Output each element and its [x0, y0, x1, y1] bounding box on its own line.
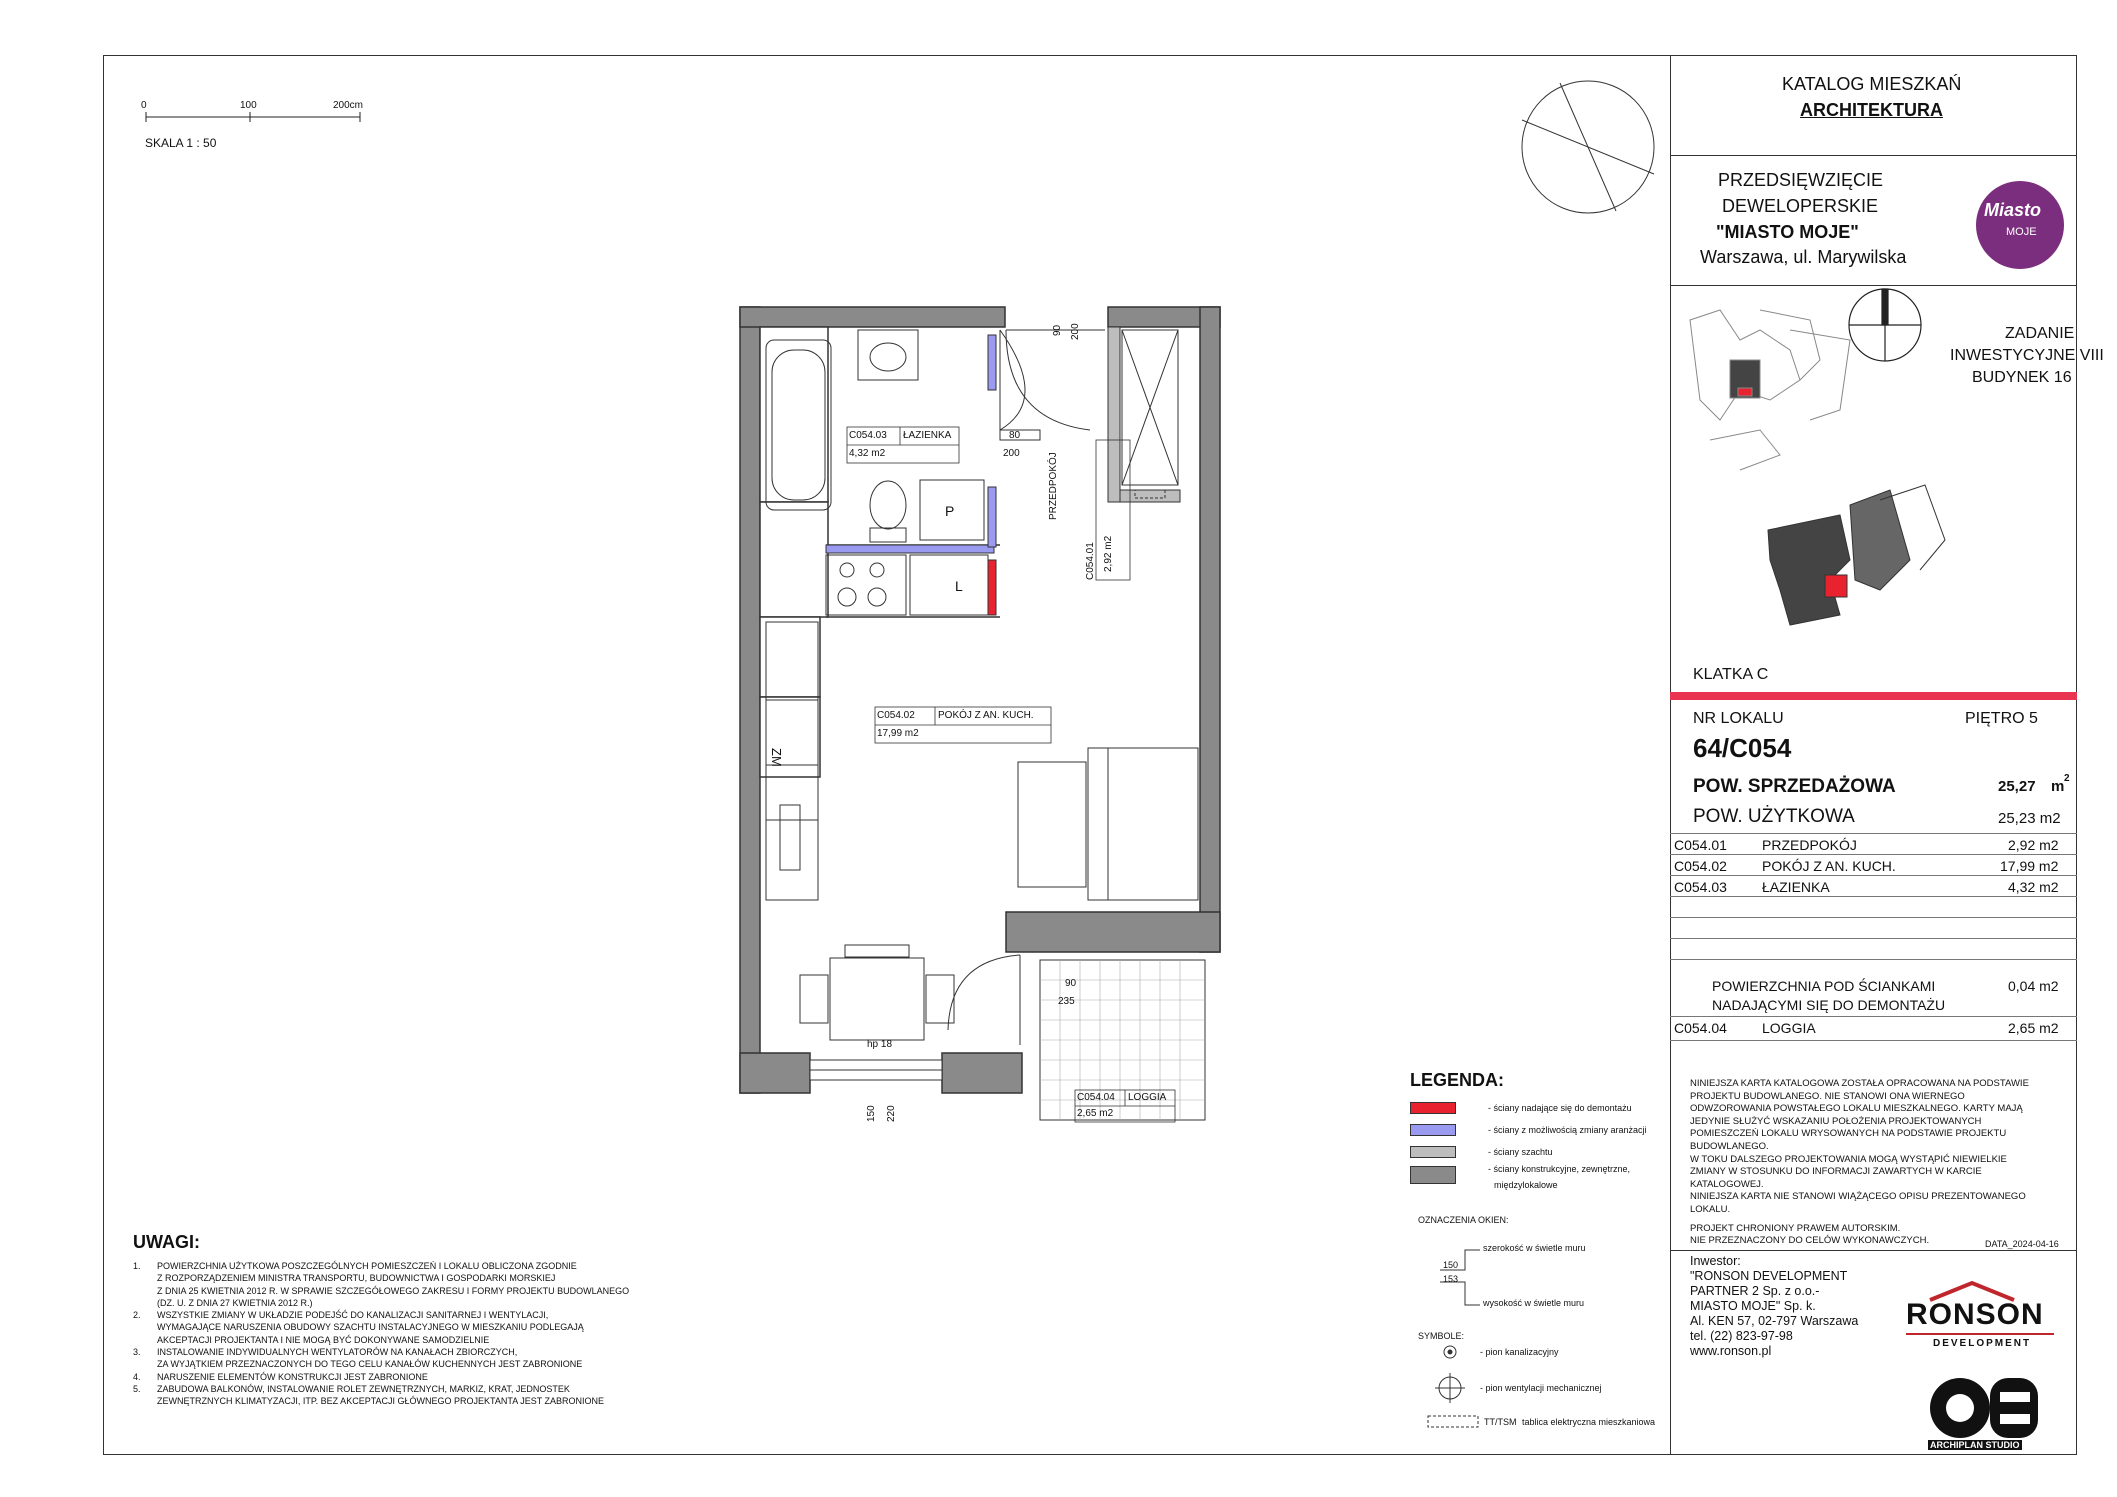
plan-bath-code: C054.03 — [849, 430, 887, 441]
note-line: Z DNIA 25 KWIETNIA 2012 R. W SPRAWIE SZCZEGÓŁOWEGO ZAKRESU I FORMY PROJEKTU BUDOWLANEGO — [157, 1285, 630, 1296]
ronson-logo-sub: DEVELOPMENT — [1933, 1338, 2032, 1349]
symbol-sewer: - pion kanalizacyjny — [1480, 1347, 1559, 1357]
investor-line: PARTNER 2 Sp. z o.o.- — [1690, 1284, 1820, 1298]
sales-area-unit: m — [2051, 778, 2065, 795]
architecture-title: ARCHITEKTURA — [1800, 100, 1943, 120]
task-line-3: BUDYNEK 16 — [1972, 369, 2072, 386]
loggia-area: 2,65 m2 — [2008, 1020, 2059, 1036]
room-3-code: C054.03 — [1674, 879, 1727, 895]
catalog-title: KATALOG MIESZKAŃ — [1782, 74, 1962, 94]
scale-tick-0: 0 — [141, 100, 147, 111]
note-line: (DZ. U. Z DNIA 27 KWIETNIA 2012 R.) — [157, 1297, 313, 1308]
plan-door-top-1: 90 — [1052, 324, 1063, 336]
task-line-2: INWESTYCYJNE VIII — [1950, 347, 2104, 364]
plan-hp: hp 18 — [867, 1039, 893, 1050]
project-line-2: DEWELOPERSKIE — [1722, 196, 1879, 216]
project-line-4: Warszawa, ul. Marywilska — [1700, 247, 1907, 267]
room-1-name: PRZEDPOKÓJ — [1762, 837, 1857, 853]
usable-area-value: 25,23 m2 — [1998, 810, 2061, 827]
legend-item-adjustable: - ściany z możliwością zmiany aranżacji — [1488, 1125, 1647, 1135]
plan-door-top-2: 200 — [1070, 323, 1081, 340]
disclaimer-line: PROJEKT CHRONIONY PRAWEM AUTORSKIM. — [1690, 1222, 1901, 1234]
plan-hall-area: 2,92 m2 — [1103, 535, 1114, 572]
plan-door-balcony-1: 90 — [1065, 978, 1077, 989]
window-legend-title: OZNACZENIA OKIEN: — [1418, 1215, 1509, 1225]
disclaimer-line: NINIEJSZA KARTA KATALOGOWA ZOSTAŁA OPRACOWANA NA PODSTAWIE — [1690, 1078, 2029, 1089]
plan-p-label: P — [945, 503, 955, 519]
note-item — [133, 1309, 629, 1346]
note-line: AKCEPTACJI PROJEKTANTA I NIE MOGĄ BYĆ DOKONYWANE SAMODZIELNIE — [157, 1334, 490, 1345]
investor-line: tel. (22) 823-97-98 — [1690, 1329, 1793, 1343]
investor-line: Al. KEN 57, 02-797 Warszawa — [1690, 1314, 1859, 1328]
scale-tick-100: 100 — [240, 100, 257, 111]
window-value-2: 153 — [1443, 1274, 1459, 1284]
disclaimer-line: KATALOGOWEJ. — [1690, 1178, 1764, 1190]
date-stamp: DATA_2024-04-16 — [1985, 1239, 2059, 1249]
window-height-note: wysokość w świetle muru — [1483, 1298, 1585, 1308]
room-3-name: ŁAZIENKA — [1762, 879, 1830, 895]
notes-title: UWAGI: — [133, 1232, 200, 1252]
symbol-ventilation: - pion wentylacji mechanicznej — [1480, 1383, 1602, 1393]
note-line: ZEWNĘTRZNYCH KLIMATYZACJI, ITP. BEZ AKCEPTACJI GŁÓWNEGO PROJEKTANTA JEST ZABRONIONE — [157, 1396, 605, 1407]
plan-loggia-name: LOGGIA — [1128, 1092, 1167, 1103]
disclaimer-line: NINIEJSZA KARTA NIE STANOWI WIĄŻĄCEGO OPISU PREZENTOWANEGO — [1690, 1191, 2026, 1203]
loggia-name: LOGGIA — [1762, 1020, 1816, 1036]
room-2-code: C054.02 — [1674, 858, 1727, 874]
plan-bath-name: ŁAZIENKA — [903, 430, 952, 441]
plan-door-balcony-2: 235 — [1058, 996, 1075, 1007]
symbol-panel: tablica elektryczna mieszkaniowa — [1522, 1417, 1656, 1427]
note-item — [133, 1346, 629, 1371]
note-number: 5. — [133, 1383, 141, 1394]
note-line: WSZYSTKIE ZMIANY W UKŁADZIE PODEJŚĆ DO KANALIZACJI SANITARNEJ I WENTYLACJI, — [157, 1310, 549, 1321]
note-item — [133, 1371, 629, 1383]
scale-label: SKALA 1 : 50 — [145, 136, 217, 150]
room-3-area: 4,32 m2 — [2008, 879, 2059, 895]
usable-area-label: POW. UŻYTKOWA — [1693, 806, 1855, 827]
investor-line: "RONSON DEVELOPMENT — [1690, 1269, 1848, 1283]
unit-number: 64/C054 — [1693, 733, 1792, 763]
plan-l-label: L — [955, 578, 963, 594]
project-line-3: "MIASTO MOJE" — [1716, 222, 1859, 242]
room-1-code: C054.01 — [1674, 837, 1727, 853]
window-width-note: szerokość w świetle muru — [1483, 1243, 1586, 1253]
note-item — [133, 1260, 629, 1309]
disclaimer-line: LOKALU. — [1690, 1203, 1731, 1215]
disclaimer-line: JEDYNIE SŁUŻYĆ WSKAZANIU POŁOŻENIA PROJEKTOWANYCH — [1690, 1115, 1982, 1127]
note-line: INSTALOWANIE INDYWIDUALNYCH WENTYLATORÓW NA KANAŁACH ZBIORCZYCH, — [157, 1347, 518, 1358]
disclaimer-line: PROJEKTU BUDOWLANEGO. NIE STANOWI ONA WIERNEGO — [1690, 1090, 1965, 1102]
symbols-title: SYMBOLE: — [1418, 1331, 1465, 1341]
notes-block — [133, 1260, 629, 1408]
legend-item-removable: - ściany nadające się do demontażu — [1488, 1103, 1632, 1113]
sales-area-value: 25,27 — [1998, 778, 2036, 795]
plan-hall-code: C054.01 — [1085, 542, 1096, 580]
disclaimer-line: ZMIANY W STOSUNKU DO INFORMACJI ZAWARTYCH W KARCIE — [1690, 1166, 1982, 1178]
disclaimer-line: BUDOWLANEGO. — [1690, 1140, 1769, 1152]
note-line: POWIERZCHNIA UŻYTKOWA POSZCZEGÓLNYCH POMIESZCZEŃ I LOKALU OBLICZONA ZGODNIE — [157, 1261, 577, 1271]
plan-loggia-area: 2,65 m2 — [1077, 1108, 1114, 1119]
loggia-code: C054.04 — [1674, 1020, 1727, 1036]
sales-area-sup: 2 — [2064, 773, 2070, 784]
note-line: Z ROZPORZĄDZENIEM MINISTRA TRANSPORTU, BUDOWNICTWA I GOSPODARKI MORSKIEJ — [157, 1273, 556, 1284]
note-number: 2. — [133, 1310, 141, 1321]
window-value-1: 150 — [1443, 1260, 1459, 1270]
room-2-area: 17,99 m2 — [2000, 858, 2059, 874]
symbol-panel-code: TT/TSM — [1484, 1417, 1517, 1427]
task-line-1: ZADANIE — [2005, 325, 2075, 342]
disclaimer-line: POMIESZCZEŃ LOKALU WRYSOWANYCH NA PODSTAWIE PROJEKTU — [1690, 1128, 2007, 1140]
demolition-line-1: POWIERZCHNIA POD ŚCIANKAMI — [1712, 978, 1936, 994]
sales-area-label: POW. SPRZEDAŻOWA — [1693, 776, 1896, 797]
note-line: WYMAGAJĄCE NARUSZENIA OBUDOWY SZACHTU INSTALACYJNEGO W MIESZKANIU PODLEGAJĄ — [157, 1322, 584, 1333]
plan-bath-area: 4,32 m2 — [849, 448, 886, 459]
klatka-label: KLATKA C — [1693, 666, 1769, 683]
investor-line: Inwestor: — [1690, 1254, 1741, 1268]
legend-item-structural-2: międzylokalowe — [1494, 1180, 1558, 1190]
note-line: NARUSZENIE ELEMENTÓW KONSTRUKCJI JEST ZABRONIONE — [157, 1371, 428, 1382]
room-2-name: POKÓJ Z AN. KUCH. — [1762, 858, 1896, 874]
note-item — [133, 1383, 629, 1408]
plan-zm-label: ZM — [769, 748, 784, 767]
plan-room-name: POKÓJ Z AN. KUCH. — [938, 710, 1034, 721]
note-number: 3. — [133, 1347, 141, 1358]
investor-line: www.ronson.pl — [1690, 1344, 1772, 1358]
plan-window-2: 220 — [886, 1105, 897, 1122]
unit-nr-label: NR LOKALU — [1693, 710, 1784, 727]
plan-hall-name: PRZEDPOKÓJ — [1048, 452, 1059, 520]
disclaimer-line: ODWZOROWANIA POWSTAŁEGO LOKALU MIESZKALNEGO. KARTY MAJĄ — [1690, 1103, 2023, 1115]
unit-floor: PIĘTRO 5 — [1965, 710, 2038, 727]
plan-loggia-code: C054.04 — [1077, 1092, 1115, 1103]
project-line-1: PRZEDSIĘWZIĘCIE — [1718, 170, 1884, 190]
plan-door-bath-2: 200 — [1003, 448, 1020, 459]
note-number: 4. — [133, 1371, 141, 1382]
plan-door-bath-1: 80 — [1009, 430, 1021, 441]
ronson-logo: RONSON — [1906, 1298, 2044, 1331]
miasto-logo-text: Miasto — [1984, 200, 2042, 220]
disclaimer-line: NIE PRZEZNACZONY DO CELÓW WYKONAWCZYCH. — [1690, 1235, 1930, 1247]
legend-item-structural: - ściany konstrukcyjne, zewnętrzne, — [1488, 1164, 1631, 1174]
demolition-line-2: NADAJĄCYMI SIĘ DO DEMONTAŻU — [1712, 997, 1946, 1013]
investor-line: MIASTO MOJE" Sp. k. — [1690, 1299, 1816, 1313]
note-line: ZABUDOWA BALKONÓW, INSTALOWANIE ROLET ZEWNĘTRZNYCH, MARKIZ, KRAT, JEDNOSTEK — [157, 1383, 570, 1394]
legend-item-shaft: - ściany szachtu — [1488, 1147, 1553, 1157]
archiplan-logo-sub: ARCHIPLAN STUDIO — [1930, 1440, 2020, 1450]
demolition-value: 0,04 m2 — [2008, 978, 2059, 994]
scale-tick-200: 200cm — [333, 100, 364, 111]
plan-room-code: C054.02 — [877, 710, 915, 721]
legend-title: LEGENDA: — [1410, 1070, 1504, 1090]
miasto-logo-sub: MOJE — [2006, 226, 2037, 238]
room-1-area: 2,92 m2 — [2008, 837, 2059, 853]
plan-window-1: 150 — [866, 1105, 877, 1122]
note-line: ZA WYJĄTKIEM PRZEZNACZONYCH DO TEGO CELU KANAŁÓW KUCHENNYCH JEST ZABRONIONE — [157, 1359, 583, 1370]
disclaimer-line: W TOKU DALSZEGO PROJEKTOWANIA MOGĄ WYSTĄPIĆ NIEWIELKIE — [1690, 1153, 2007, 1165]
note-number: 1. — [133, 1261, 141, 1271]
plan-room-area: 17,99 m2 — [877, 728, 919, 739]
